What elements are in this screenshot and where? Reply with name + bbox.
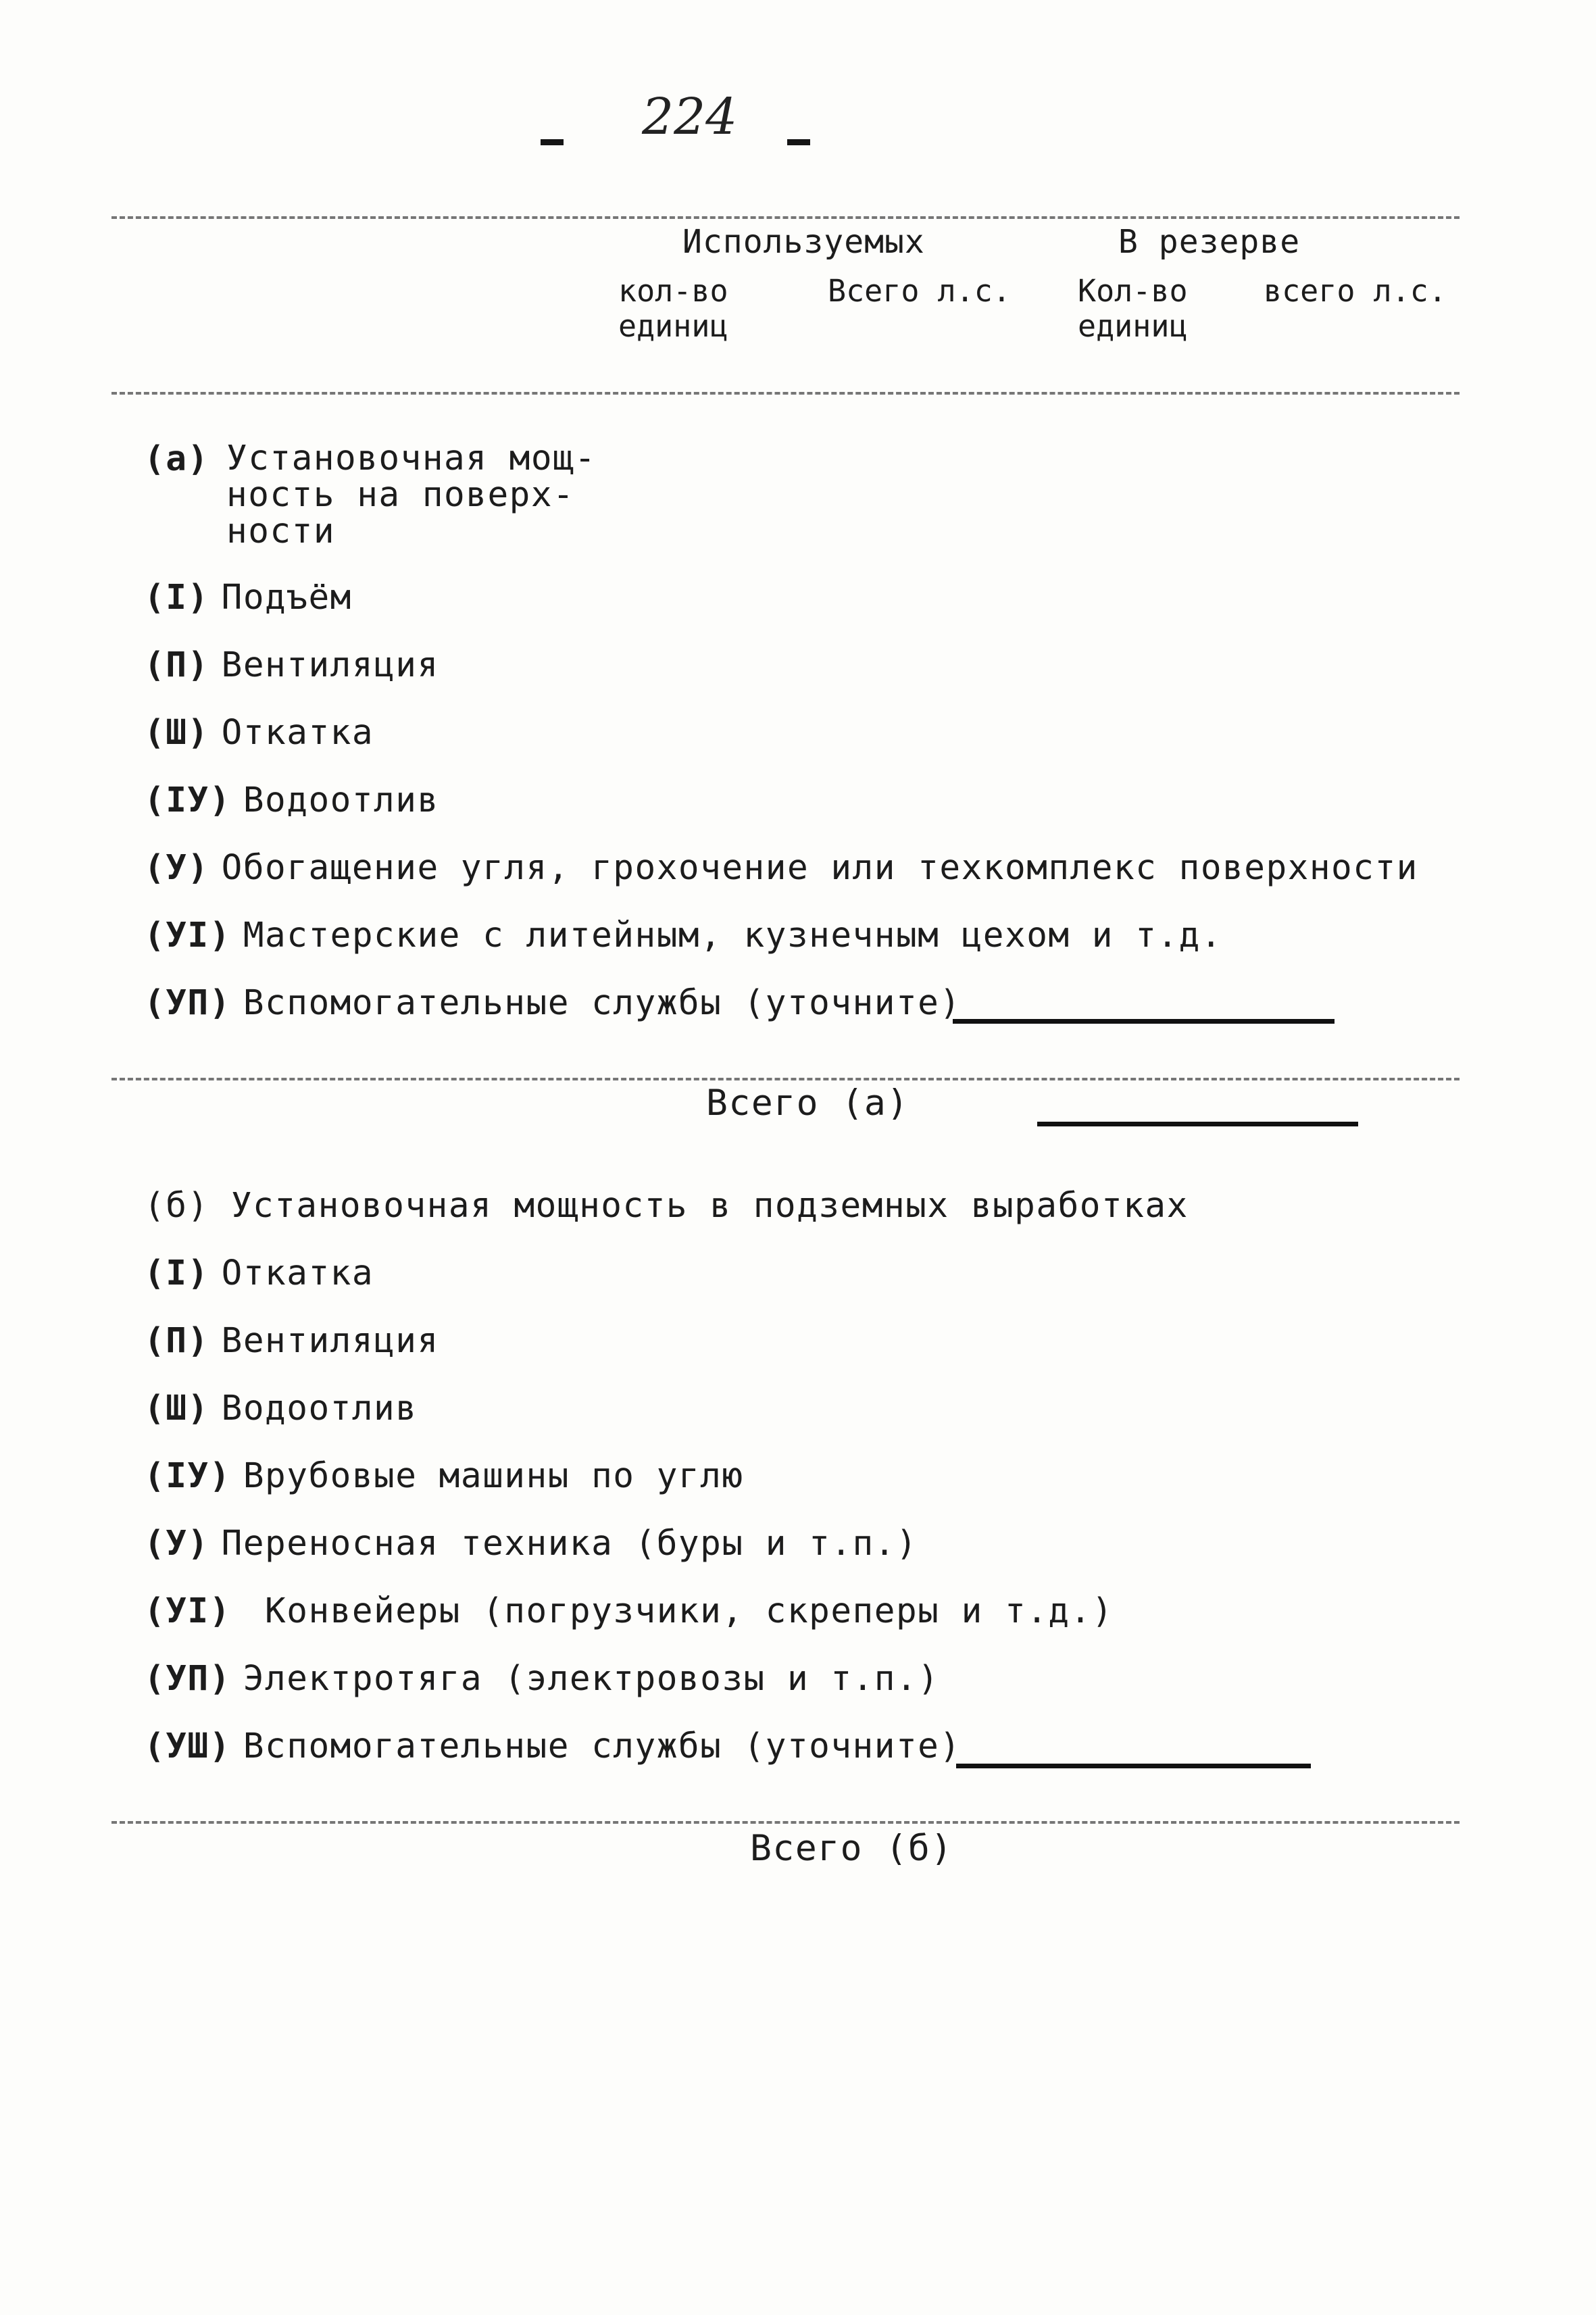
list-item: (I) Подъём [144,578,352,618]
list-item: (У) Переносная техника (буры и т.п.) [144,1524,918,1564]
total-a: Всего (а) [706,1082,909,1124]
list-item: (П) Вентиляция [144,645,439,685]
list-item: (П) Вентиляция [144,1321,439,1361]
section-a-label: (а) [144,439,209,479]
list-item: (УI) Конвейеры (погрузчики, скреперы и т.д.) [144,1591,1114,1631]
specify-blank-a[interactable] [953,1019,1335,1024]
list-item: (IУ) Водоотлив [144,780,439,820]
total-a-blank[interactable] [1037,1122,1358,1126]
col-used-count: кол-во единиц [618,273,728,344]
list-item: (I) Откатка [144,1253,374,1293]
list-item: (УП) Электротяга (электровозы и т.п.) [144,1659,940,1699]
list-item: (УП) Вспомогательные службы (уточните) [144,983,962,1023]
section-b-rule [111,1821,1460,1824]
list-item: (Ш) Водоотлив [144,1389,418,1428]
section-b-title: (б) Установочная мощность в подземных выработках [144,1186,1189,1226]
specify-blank-b[interactable] [956,1764,1311,1768]
col-reserve-count: Кол-во единиц [1078,273,1188,344]
section-a-rule [111,1078,1460,1080]
list-item: (УI) Мастерские с литейным, кузнечным цехом и т.д. [144,916,1223,955]
list-item: (У) Обогащение угля, грохочение или техкомплекс поверхности [144,848,1418,888]
header-rule [111,392,1460,395]
used-header: Используемых [682,223,925,261]
list-item: (УШ) Вспомогательные службы (уточните) [144,1726,962,1766]
total-b: Всего (б) [750,1828,953,1869]
right-dash [787,139,810,145]
col-reserve-hp: всего л.с. [1264,273,1447,309]
section-a-title: Установочная мощ- ность на поверх- ности [226,439,597,551]
list-item: (Ш) Откатка [144,713,374,753]
top-rule [111,216,1460,219]
page-number: 224 [642,88,738,146]
reserve-header: В резерве [1118,223,1301,261]
col-used-hp: Всего л.с. [828,273,1011,309]
list-item: (IУ) Врубовые машины по углю [144,1456,744,1496]
left-dash [541,139,564,145]
